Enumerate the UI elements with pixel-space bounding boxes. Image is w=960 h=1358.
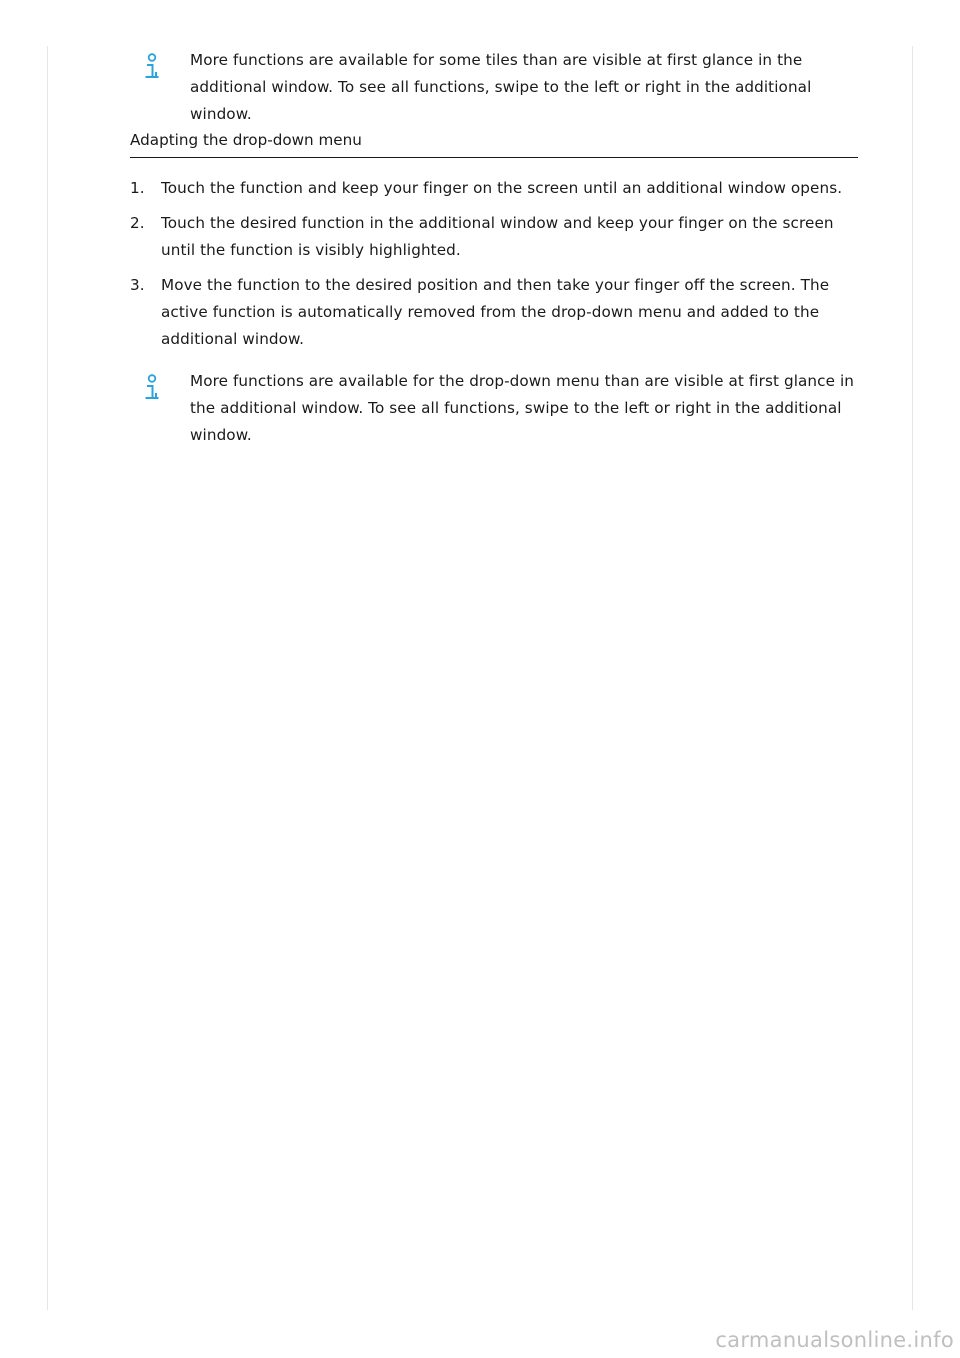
info-note-text: More functions are available for some tiles than are visible at first glance in the additional window. To see all functions, swipe to the left or right in the additional window. — [190, 51, 812, 123]
section-heading: Adapting the drop-down menu — [130, 128, 858, 158]
watermark: carmanualsonline.info — [715, 1328, 954, 1352]
left-margin-line — [47, 46, 48, 1310]
step-number: 2. — [130, 214, 145, 232]
step-item — [130, 175, 860, 202]
step-text: Move the function to the desired position and then take your finger off the screen. The active function is automatically removed from the drop-down menu and added to the additional window. — [161, 276, 830, 348]
step-list — [130, 175, 860, 361]
step-text: Touch the desired function in the additional window and keep your finger on the screen until the function is visibly highlighted. — [161, 214, 834, 259]
step-text: Touch the function and keep your finger on the screen until an additional window opens. — [161, 179, 843, 197]
info-icon — [142, 374, 162, 402]
info-note — [130, 368, 860, 449]
step-number: 1. — [130, 179, 145, 197]
info-note — [130, 47, 860, 128]
info-icon — [142, 53, 162, 81]
step-item — [130, 210, 860, 264]
step-item — [130, 272, 860, 353]
info-note-text: More functions are available for the drop-down menu than are visible at first glance in the additional window. To see all functions, swipe to the left or right in the additional window. — [190, 372, 855, 444]
right-margin-line — [912, 46, 913, 1310]
step-number: 3. — [130, 276, 145, 294]
